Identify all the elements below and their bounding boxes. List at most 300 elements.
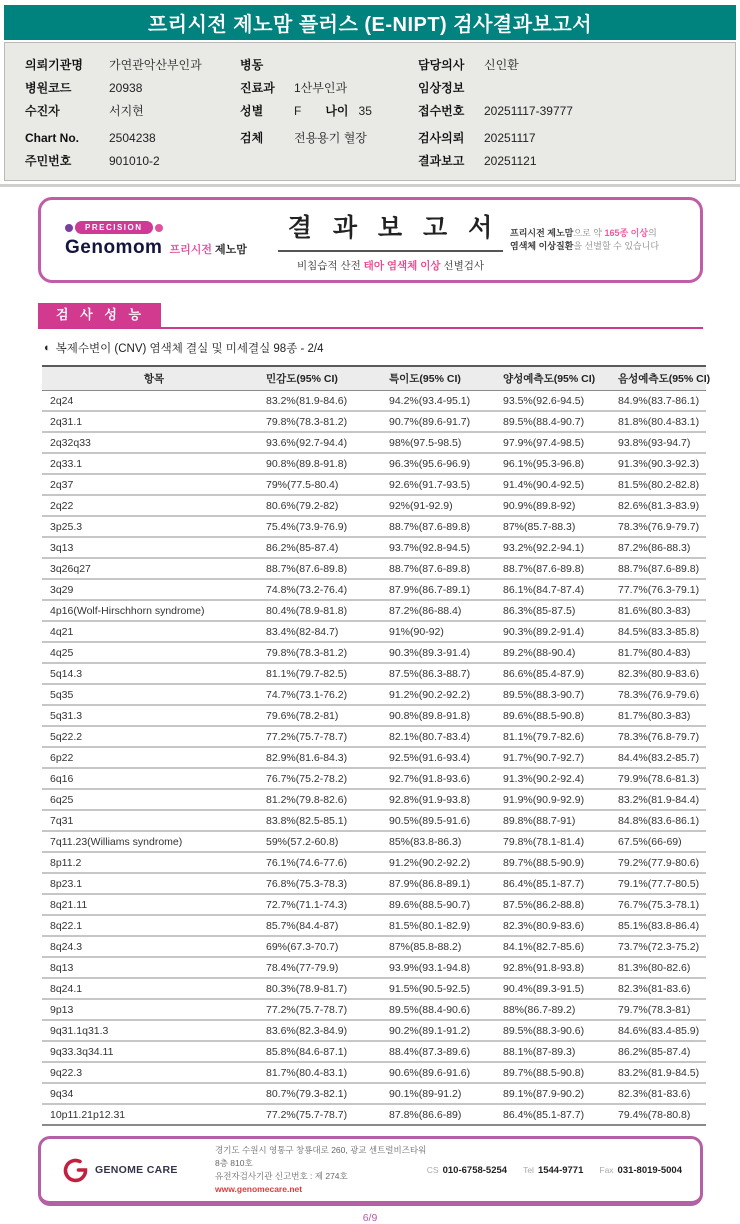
banner-subtitle <box>297 258 484 273</box>
value-cell: 67.5%(66-69) <box>618 831 706 852</box>
table-row <box>42 957 706 978</box>
value-cell: 90.4%(89.3-91.5) <box>503 978 618 999</box>
info-pair <box>418 102 573 119</box>
subtitle-pre: 비침습적 산전 <box>296 259 364 272</box>
address-line-1: 경기도 수원시 영통구 창룡대로 260, 광교 센트럴비즈타워 8층 810호 <box>215 1144 427 1169</box>
value-cell: 92%(91-92.9) <box>389 495 503 516</box>
table-row <box>42 726 706 747</box>
table-row <box>42 411 706 432</box>
value-cell: 72.7%(71.1-74.3) <box>266 894 389 915</box>
performance-table <box>42 365 711 1126</box>
value-cell: 88.4%(87.3-89.6) <box>389 1041 503 1062</box>
item-cell: 8q22.1 <box>42 915 266 936</box>
item-cell: 6q25 <box>42 789 266 810</box>
column-header: 양성예측도(95% CI) <box>503 366 618 391</box>
table-row <box>42 873 706 894</box>
value-cell: 76.7%(75.2-78.2) <box>266 768 389 789</box>
info-value: 20251117-39777 <box>484 103 573 118</box>
value-cell: 87%(85.7-88.3) <box>503 516 618 537</box>
value-cell: 76.7%(75.3-78.1) <box>618 894 706 915</box>
footer-address <box>205 1144 427 1197</box>
info-label: 수진자 <box>25 104 60 118</box>
info-pair <box>25 79 142 96</box>
value-cell: 89.7%(88.5-90.9) <box>503 852 618 873</box>
report-title-bar <box>4 5 736 40</box>
info-row <box>240 126 418 149</box>
table-row <box>42 789 706 810</box>
info-pair <box>325 102 372 119</box>
value-cell: 93.7%(92.8-94.5) <box>389 537 503 558</box>
info-label: 병동 <box>240 58 264 72</box>
section-title: 검 사 성 능 <box>38 303 161 327</box>
item-cell: 10p11.21p12.31 <box>42 1104 266 1125</box>
value-cell: 81.6%(80.3-83) <box>618 600 706 621</box>
performance-table-header-row <box>42 366 706 391</box>
value-cell: 87.9%(86.8-89.1) <box>389 873 503 894</box>
item-cell: 5q14.3 <box>42 663 266 684</box>
info-row <box>25 149 240 172</box>
value-cell: 79.8%(78.1-81.4) <box>503 831 618 852</box>
precision-badge <box>65 221 271 234</box>
contact-item <box>599 1165 682 1176</box>
value-cell: 73.7%(72.3-75.2) <box>618 936 706 957</box>
value-cell: 92.8%(91.8-93.8) <box>503 957 618 978</box>
column-header: 음성예측도(95% CI) <box>618 366 706 391</box>
value-cell: 84.9%(83.7-86.1) <box>618 391 706 412</box>
info-pair <box>240 129 367 146</box>
value-cell: 86.4%(85.1-87.7) <box>503 873 618 894</box>
value-cell: 83.8%(82.5-85.1) <box>266 810 389 831</box>
value-cell: 79.7%(78.3-81) <box>618 999 706 1020</box>
subtitle-post: 선별검사 <box>440 259 485 272</box>
table-row <box>42 663 706 684</box>
value-cell: 79.8%(78.3-81.2) <box>266 642 389 663</box>
value-cell: 82.3%(81-83.6) <box>618 1083 706 1104</box>
value-cell: 91.2%(90.2-92.2) <box>389 684 503 705</box>
value-cell: 74.7%(73.1-76.2) <box>266 684 389 705</box>
item-cell: 3q13 <box>42 537 266 558</box>
value-cell: 82.3%(80.9-83.6) <box>503 915 618 936</box>
value-cell: 82.1%(80.7-83.4) <box>389 726 503 747</box>
contact-item <box>523 1165 583 1176</box>
value-cell: 79.1%(77.7-80.5) <box>618 873 706 894</box>
value-cell: 90.9%(89.8-92) <box>503 495 618 516</box>
table-row <box>42 894 706 915</box>
value-cell: 74.8%(73.2-76.4) <box>266 579 389 600</box>
tagline-bold1: 프리시전 제노맘 <box>510 227 574 238</box>
banner-tagline <box>510 227 700 254</box>
info-pair <box>418 79 484 96</box>
value-cell: 86.3%(85-87.5) <box>503 600 618 621</box>
banner-title: 결 과 보 고 서 <box>278 208 504 252</box>
value-cell: 77.2%(75.7-78.7) <box>266 1104 389 1125</box>
value-cell: 90.6%(89.6-91.6) <box>389 1062 503 1083</box>
value-cell: 78.3%(76.9-79.7) <box>618 516 706 537</box>
item-cell: 5q35 <box>42 684 266 705</box>
value-cell: 79.9%(78.6-81.3) <box>618 768 706 789</box>
item-cell: 2q22 <box>42 495 266 516</box>
column-header: 특이도(95% CI) <box>389 366 503 391</box>
brand-block <box>41 221 271 259</box>
value-cell: 87%(85.8-88.2) <box>389 936 503 957</box>
value-cell: 89.6%(88.5-90.7) <box>389 894 503 915</box>
table-row <box>42 831 706 852</box>
tagline-bold2: 염색체 이상질환 <box>510 241 574 251</box>
info-label: Chart No. <box>25 130 79 145</box>
table-row <box>42 642 706 663</box>
value-cell: 79.4%(78-80.8) <box>618 1104 706 1125</box>
value-cell: 83.2%(81.9-84.5) <box>618 1062 706 1083</box>
value-cell: 82.3%(81-83.6) <box>618 978 706 999</box>
value-cell: 85.8%(84.6-87.1) <box>266 1041 389 1062</box>
item-cell: 2q33.1 <box>42 453 266 474</box>
value-cell: 91.7%(90.7-92.7) <box>503 747 618 768</box>
table-row <box>42 537 706 558</box>
value-cell: 81.7%(80.4-83) <box>618 642 706 663</box>
info-col-2 <box>240 53 418 172</box>
table-row <box>42 516 706 537</box>
value-cell: 93.6%(92.7-94.4) <box>266 432 389 453</box>
value-cell: 79.6%(78.2-81) <box>266 705 389 726</box>
value-cell: 86.2%(85-87.4) <box>266 537 389 558</box>
table-row <box>42 621 706 642</box>
value-cell: 87.2%(86-88.4) <box>389 600 503 621</box>
info-label: 결과보고 <box>418 154 465 168</box>
value-cell: 83.2%(81.9-84.4) <box>618 789 706 810</box>
column-header: 민감도(95% CI) <box>266 366 389 391</box>
info-label: 검체 <box>240 131 264 145</box>
info-pair <box>25 152 160 169</box>
info-value: 20251117 <box>484 130 536 145</box>
table-row <box>42 1104 706 1125</box>
value-cell: 87.2%(86-88.3) <box>618 537 706 558</box>
value-cell: 96.3%(95.6-96.9) <box>389 453 503 474</box>
website-link[interactable]: www.genomecare.net <box>215 1184 303 1195</box>
item-cell: 8q24.3 <box>42 936 266 957</box>
table-row <box>42 978 706 999</box>
value-cell: 89.5%(88.3-90.7) <box>503 684 618 705</box>
value-cell: 76.1%(74.6-77.6) <box>266 852 389 873</box>
item-cell: 8p11.2 <box>42 852 266 873</box>
info-label: 검사의뢰 <box>418 131 465 145</box>
genome-care-logo-icon <box>63 1157 89 1183</box>
tagline-mid: 으로 약 <box>573 227 605 238</box>
info-value: 20251121 <box>484 153 537 168</box>
value-cell: 93.5%(92.6-94.5) <box>503 391 618 412</box>
value-cell: 82.3%(80.9-83.6) <box>618 663 706 684</box>
table-row <box>42 453 706 474</box>
table-row <box>42 915 706 936</box>
item-cell: 4p16(Wolf-Hirschhorn syndrome) <box>42 600 266 621</box>
badge-dot-right <box>155 224 163 232</box>
table-caption <box>44 340 740 356</box>
info-row <box>418 99 708 122</box>
value-cell: 87.5%(86.2-88.8) <box>503 894 618 915</box>
info-label: 성별 <box>240 104 264 118</box>
value-cell: 59%(57.2-60.8) <box>266 831 389 852</box>
value-cell: 90.3%(89.2-91.4) <box>503 621 618 642</box>
value-cell: 79.8%(78.3-81.2) <box>266 411 389 432</box>
subtitle-highlight: 태아 염색체 이상 <box>363 259 441 272</box>
table-row <box>42 768 706 789</box>
info-value: 35 <box>358 103 372 118</box>
table-row <box>42 391 706 412</box>
info-col-3 <box>418 53 708 172</box>
value-cell: 90.2%(89.1-91.2) <box>389 1020 503 1041</box>
info-value: 전용용기 혈장 <box>294 131 367 145</box>
info-row <box>240 76 418 99</box>
genome-care-logo-text: GENOME CARE <box>95 1164 178 1177</box>
value-cell: 81.1%(79.7-82.5) <box>266 663 389 684</box>
info-value: 1산부인과 <box>294 81 348 95</box>
value-cell: 77.2%(75.7-78.7) <box>266 726 389 747</box>
info-value: 20938 <box>109 80 143 95</box>
info-label: 임상정보 <box>418 81 465 95</box>
tagline-line2 <box>510 240 684 254</box>
result-banner <box>38 197 703 283</box>
item-cell: 2q31.1 <box>42 411 266 432</box>
value-cell: 69%(67.3-70.7) <box>266 936 389 957</box>
item-cell: 7q11.23(Williams syndrome) <box>42 831 266 852</box>
value-cell: 91.5%(90.5-92.5) <box>389 978 503 999</box>
precision-badge-label: PRECISION <box>75 221 153 234</box>
contact-item <box>427 1165 507 1176</box>
value-cell: 90.8%(89.8-91.8) <box>389 705 503 726</box>
info-pair <box>418 56 519 73</box>
genomom-logo: Genomom <box>65 237 163 258</box>
value-cell: 81.3%(80-82.6) <box>618 957 706 978</box>
value-cell: 90.8%(89.8-91.8) <box>266 453 389 474</box>
value-cell: 77.2%(75.7-78.7) <box>266 999 389 1020</box>
value-cell: 83.2%(81.9-84.6) <box>266 391 389 412</box>
info-pair <box>25 102 144 119</box>
value-cell: 83.6%(82.3-84.9) <box>266 1020 389 1041</box>
info-label: 담당의사 <box>418 58 465 72</box>
info-row <box>240 99 418 122</box>
value-cell: 75.4%(73.9-76.9) <box>266 516 389 537</box>
badge-dot-left <box>65 224 73 232</box>
value-cell: 90.7%(89.6-91.7) <box>389 411 503 432</box>
item-cell: 5q31.3 <box>42 705 266 726</box>
info-value: 가연관악산부인과 <box>109 58 202 72</box>
table-row <box>42 810 706 831</box>
value-cell: 79%(77.5-80.4) <box>266 474 389 495</box>
value-cell: 92.6%(91.7-93.5) <box>389 474 503 495</box>
item-cell: 6q16 <box>42 768 266 789</box>
info-col-1 <box>25 53 240 172</box>
value-cell: 80.7%(79.3-82.1) <box>266 1083 389 1104</box>
value-cell: 90.3%(89.3-91.4) <box>389 642 503 663</box>
value-cell: 80.4%(78.9-81.8) <box>266 600 389 621</box>
page-number: 6/9 <box>362 1212 378 1224</box>
value-cell: 81.2%(79.8-82.6) <box>266 789 389 810</box>
info-row <box>25 126 240 149</box>
contact-value: 010-6758-5254 <box>442 1164 508 1176</box>
contact-value: 1544-9771 <box>537 1164 584 1176</box>
value-cell: 94.2%(93.4-95.1) <box>389 391 503 412</box>
item-cell: 8q13 <box>42 957 266 978</box>
value-cell: 93.9%(93.1-94.8) <box>389 957 503 978</box>
value-cell: 83.4%(82-84.7) <box>266 621 389 642</box>
value-cell: 89.5%(88.4-90.6) <box>389 999 503 1020</box>
value-cell: 86.6%(85.4-87.9) <box>503 663 618 684</box>
value-cell: 89.1%(87.9-90.2) <box>503 1083 618 1104</box>
value-cell: 84.4%(83.2-85.7) <box>618 747 706 768</box>
item-cell: 7q31 <box>42 810 266 831</box>
item-cell: 9p13 <box>42 999 266 1020</box>
table-row <box>42 495 706 516</box>
value-cell: 89.5%(88.4-90.7) <box>503 411 618 432</box>
info-pair <box>240 102 301 119</box>
tagline-end1: 의 <box>648 227 657 238</box>
value-cell: 91.3%(90.2-92.4) <box>503 768 618 789</box>
value-cell: 89.6%(88.5-90.8) <box>503 705 618 726</box>
info-row <box>418 53 708 76</box>
info-label: 나이 <box>325 104 349 118</box>
value-cell: 81.5%(80.1-82.9) <box>389 915 503 936</box>
info-label: 주민번호 <box>25 154 72 168</box>
value-cell: 88%(86.7-89.2) <box>503 999 618 1020</box>
table-row <box>42 579 706 600</box>
value-cell: 93.8%(93-94.7) <box>618 432 706 453</box>
info-label: 접수번호 <box>418 104 465 118</box>
value-cell: 88.1%(87-89.3) <box>503 1041 618 1062</box>
value-cell: 90.5%(89.5-91.6) <box>389 810 503 831</box>
info-value: 901010-2 <box>109 153 160 168</box>
value-cell: 91%(90-92) <box>389 621 503 642</box>
item-cell: 4q25 <box>42 642 266 663</box>
info-pair <box>418 152 537 169</box>
table-row <box>42 1020 706 1041</box>
table-row <box>42 705 706 726</box>
value-cell: 78.3%(76.9-79.6) <box>618 684 706 705</box>
table-row <box>42 852 706 873</box>
info-pair <box>240 56 294 73</box>
column-header: 항목 <box>42 366 266 391</box>
value-cell: 81.7%(80.3-83) <box>618 705 706 726</box>
item-cell: 3p25.3 <box>42 516 266 537</box>
table-row <box>42 600 706 621</box>
item-cell: 8q21.11 <box>42 894 266 915</box>
table-caption-text: 복제수변이 (CNV) 염색체 결실 및 미세결실 98종 - 2/4 <box>55 343 324 356</box>
value-cell: 82.6%(81.3-83.9) <box>618 495 706 516</box>
value-cell: 96.1%(95.3-96.8) <box>503 453 618 474</box>
value-cell: 78.3%(76.8-79.7) <box>618 726 706 747</box>
contact-label: Tel <box>523 1164 534 1175</box>
info-row <box>418 126 708 149</box>
info-label: 의뢰기관명 <box>25 58 83 72</box>
item-cell: 3q26q27 <box>42 558 266 579</box>
value-cell: 93.2%(92.2-94.1) <box>503 537 618 558</box>
value-cell: 84.1%(82.7-85.6) <box>503 936 618 957</box>
value-cell: 80.3%(78.9-81.7) <box>266 978 389 999</box>
table-row <box>42 1041 706 1062</box>
item-cell: 5q22.2 <box>42 726 266 747</box>
table-row <box>42 474 706 495</box>
table-row <box>42 1083 706 1104</box>
value-cell: 88.7%(87.6-89.8) <box>389 516 503 537</box>
item-cell: 2q37 <box>42 474 266 495</box>
value-cell: 88.7%(87.6-89.8) <box>389 558 503 579</box>
value-cell: 81.1%(79.7-82.6) <box>503 726 618 747</box>
value-cell: 91.4%(90.4-92.5) <box>503 474 618 495</box>
item-cell: 8p23.1 <box>42 873 266 894</box>
brand-sub-dark: 제노맘 <box>214 244 247 256</box>
value-cell: 91.2%(90.2-92.2) <box>389 852 503 873</box>
info-row <box>25 99 240 122</box>
value-cell: 92.8%(91.9-93.8) <box>389 789 503 810</box>
item-cell: 8q24.1 <box>42 978 266 999</box>
value-cell: 84.6%(83.4-85.9) <box>618 1020 706 1041</box>
value-cell: 85.7%(84.4-87) <box>266 915 389 936</box>
value-cell: 85.1%(83.8-86.4) <box>618 915 706 936</box>
table-row <box>42 432 706 453</box>
item-cell: 9q33.3q34.11 <box>42 1041 266 1062</box>
value-cell: 81.7%(80.4-83.1) <box>266 1062 389 1083</box>
value-cell: 97.9%(97.4-98.5) <box>503 432 618 453</box>
value-cell: 88.7%(87.6-89.8) <box>266 558 389 579</box>
info-row <box>418 76 708 99</box>
item-cell: 9q22.3 <box>42 1062 266 1083</box>
info-row <box>240 53 418 76</box>
value-cell: 79.2%(77.9-80.6) <box>618 852 706 873</box>
contact-label: Fax <box>599 1164 614 1175</box>
value-cell: 82.9%(81.6-84.3) <box>266 747 389 768</box>
info-value: 서지현 <box>109 104 144 118</box>
info-row <box>418 149 708 172</box>
table-row <box>42 1062 706 1083</box>
info-pair <box>418 129 536 146</box>
value-cell: 89.5%(88.3-90.6) <box>503 1020 618 1041</box>
table-row <box>42 747 706 768</box>
info-label: 병원코드 <box>25 81 72 95</box>
table-row <box>42 936 706 957</box>
info-pair <box>25 131 156 145</box>
patient-info-box <box>4 42 736 181</box>
footer-banner <box>38 1136 703 1206</box>
value-cell: 85%(83.8-86.3) <box>389 831 503 852</box>
value-cell: 89.7%(88.5-90.8) <box>503 1062 618 1083</box>
table-row <box>42 558 706 579</box>
value-cell: 88.7%(87.6-89.8) <box>503 558 618 579</box>
item-cell: 3q29 <box>42 579 266 600</box>
info-value: F <box>294 103 302 118</box>
item-cell: 9q31.1q31.3 <box>42 1020 266 1041</box>
value-cell: 80.6%(79.2-82) <box>266 495 389 516</box>
info-pair <box>240 79 347 96</box>
value-cell: 84.5%(83.3-85.8) <box>618 621 706 642</box>
value-cell: 86.2%(85-87.4) <box>618 1041 706 1062</box>
value-cell: 92.7%(91.8-93.6) <box>389 768 503 789</box>
value-cell: 84.8%(83.6-86.1) <box>618 810 706 831</box>
address-line-2: 유전자검사기관 신고번호 : 제 274호 <box>215 1171 348 1182</box>
brand-row <box>65 237 271 259</box>
value-cell: 81.5%(80.2-82.8) <box>618 474 706 495</box>
value-cell: 98%(97.5-98.5) <box>389 432 503 453</box>
item-cell: 9q34 <box>42 1083 266 1104</box>
contact-value: 031-8019-5004 <box>617 1164 682 1176</box>
value-cell: 87.9%(86.7-89.1) <box>389 579 503 600</box>
value-cell: 92.5%(91.6-93.4) <box>389 747 503 768</box>
value-cell: 87.8%(86.6-89) <box>389 1104 503 1125</box>
info-row <box>25 53 240 76</box>
tagline-line1 <box>510 227 684 241</box>
value-cell: 87.5%(86.3-88.7) <box>389 663 503 684</box>
tagline-end2: 을 선별할 수 있습니다 <box>573 241 660 251</box>
contact-label: CS <box>426 1164 439 1175</box>
performance-table-body <box>42 391 706 1126</box>
value-cell: 89.8%(88.7-91) <box>503 810 618 831</box>
